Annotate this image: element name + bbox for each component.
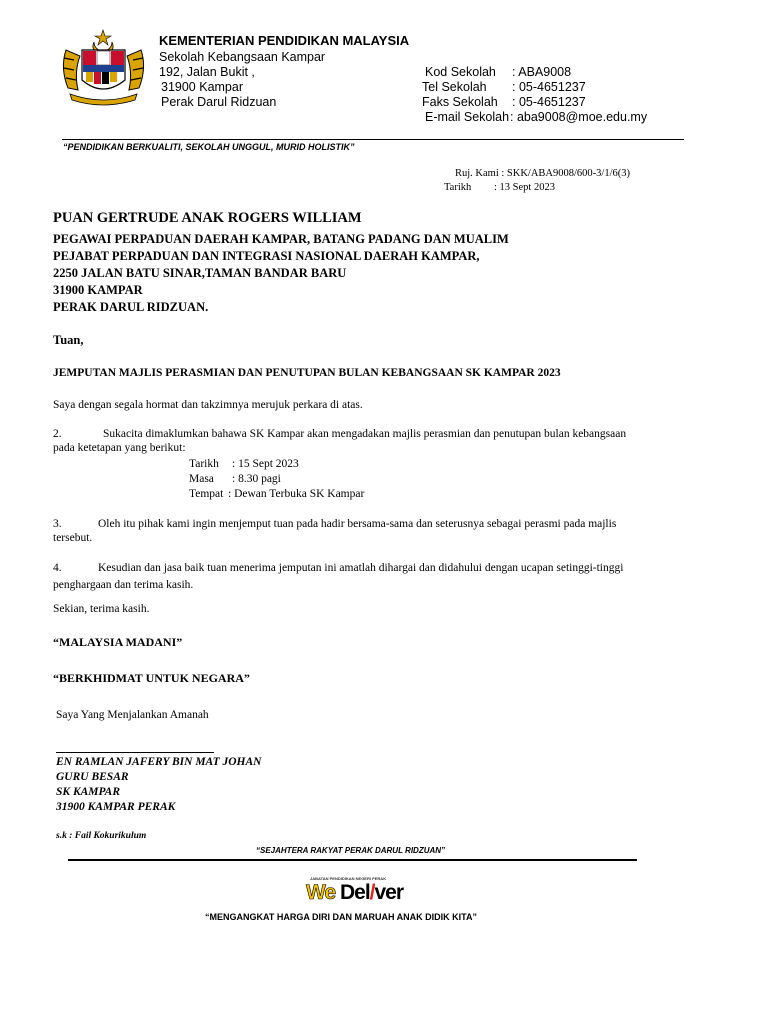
school-address-line: Perak Darul Ridzuan bbox=[161, 95, 277, 109]
recipient-line: PEGAWAI PERPADUAN DAERAH KAMPAR, BATANG PADANG DAN MUALIM bbox=[53, 232, 509, 246]
contact-value: : 05-4651237 bbox=[512, 95, 586, 109]
event-label: Tempat bbox=[189, 488, 224, 500]
header-divider bbox=[62, 139, 684, 140]
paragraph-text: Kesudian dan jasa baik tuan menerima jemputan ini amatlah dihargai dan didahului dengan ucapan setinggi-tinggi bbox=[98, 562, 624, 574]
paragraph-text: penghargaan dan terima kasih. bbox=[53, 579, 194, 591]
paragraph-number: 4. bbox=[53, 562, 62, 574]
recipient-line: 2250 JALAN BATU SINAR,TAMAN BANDAR BARU bbox=[53, 266, 347, 280]
event-label: Tarikh bbox=[189, 458, 219, 470]
we-deliver-logo bbox=[306, 876, 410, 906]
signoff-text: Saya Yang Menjalankan Amanah bbox=[56, 709, 209, 721]
signature-line bbox=[56, 752, 214, 753]
paragraph-text: Oleh itu pihak kami ingin menjemput tuan pada hadir bersama-sama dan seterusnya sebagai perasmi pada majlis bbox=[98, 518, 617, 530]
recipient-line: PERAK DARUL RIDZUAN. bbox=[53, 300, 209, 314]
event-value: : Dewan Terbuka SK Kampar bbox=[228, 488, 365, 500]
footer-tagline: “MENGANGKAT HARGA DIRI DAN MARUAH ANAK DIDIK KITA” bbox=[205, 912, 477, 922]
recipient-name: PUAN GERTRUDE ANAK ROGERS WILLIAM bbox=[53, 210, 362, 226]
recipient-line: 31900 KAMPAR bbox=[53, 283, 143, 297]
event-label: Masa bbox=[189, 473, 214, 485]
contact-label: E-mail Sekolah bbox=[425, 110, 510, 124]
school-address-line: 192, Jalan Bukit , bbox=[159, 65, 255, 79]
date-value: : 13 Sept 2023 bbox=[494, 182, 555, 193]
signatory-title: GURU BESAR bbox=[56, 771, 129, 783]
slogan: “BERKHIDMAT UNTUK NEGARA” bbox=[53, 671, 250, 685]
logo-caption: JABATAN PENDIDIKAN NEGERI PERAK bbox=[310, 876, 387, 881]
paragraph-number: 3. bbox=[53, 518, 62, 530]
closing-text: Sekian, terima kasih. bbox=[53, 603, 150, 615]
signatory-name: EN RAMLAN JAFERY BIN MAT JOHAN bbox=[56, 756, 262, 768]
logo-we-text: We bbox=[306, 881, 336, 904]
coat-of-arms-logo bbox=[56, 28, 151, 108]
event-value: : 8.30 pagi bbox=[232, 473, 281, 485]
contact-label: Faks Sekolah bbox=[422, 95, 498, 109]
slogan: “MALAYSIA MADANI” bbox=[53, 635, 183, 649]
logo-slash-icon: / bbox=[369, 881, 375, 904]
contact-label: Tel Sekolah bbox=[422, 80, 487, 94]
paragraph-text: Sukacita dimaklumkan bahawa SK Kampar akan mengadakan majlis perasmian dan penutupan bulan kebangsaan bbox=[103, 428, 627, 440]
signatory-school: SK KAMPAR bbox=[56, 786, 121, 798]
paragraph-number: 2. bbox=[53, 428, 62, 440]
footer-divider bbox=[68, 859, 637, 861]
logo-deliver-text: Del bbox=[339, 881, 370, 904]
intro-paragraph: Saya dengan segala hormat dan takzimnya merujuk perkara di atas. bbox=[53, 399, 363, 411]
school-address-line: 31900 Kampar bbox=[161, 80, 244, 94]
contact-value: : 05-4651237 bbox=[512, 80, 586, 94]
paragraph-text: pada ketetapan yang berikut: bbox=[53, 442, 186, 454]
school-name: Sekolah Kebangsaan Kampar bbox=[159, 50, 326, 64]
contact-value: : ABA9008 bbox=[512, 65, 572, 79]
ministry-name: KEMENTERIAN PENDIDIKAN MALAYSIA bbox=[159, 33, 410, 48]
reference-number: Ruj. Kami : SKK/ABA9008/600-3/1/6(3) bbox=[455, 168, 630, 179]
date-label: Tarikh bbox=[444, 182, 472, 193]
paragraph-text: tersebut. bbox=[53, 532, 93, 544]
school-motto: “PENDIDIKAN BERKUALITI, SEKOLAH UNGGUL, MURID HOLISTIK” bbox=[63, 142, 355, 152]
state-motto: “SEJAHTERA RAKYAT PERAK DARUL RIDZUAN” bbox=[256, 846, 446, 855]
signatory-address: 31900 KAMPAR PERAK bbox=[56, 801, 176, 813]
recipient-line: PEJABAT PERPADUAN DAN INTEGRASI NASIONAL DAERAH KAMPAR, bbox=[53, 249, 480, 263]
event-value: : 15 Sept 2023 bbox=[232, 458, 299, 470]
logo-deliver-text: ver bbox=[374, 881, 404, 904]
contact-label: Kod Sekolah bbox=[425, 65, 496, 79]
salutation: Tuan, bbox=[53, 333, 84, 347]
contact-value: : aba9008@moe.edu.my bbox=[510, 110, 648, 124]
letter-subject: JEMPUTAN MAJLIS PERASMIAN DAN PENUTUPAN BULAN KEBANGSAAN SK KAMPAR 2023 bbox=[53, 367, 561, 379]
carbon-copy: s.k : Fail Kokurikulum bbox=[56, 831, 147, 841]
